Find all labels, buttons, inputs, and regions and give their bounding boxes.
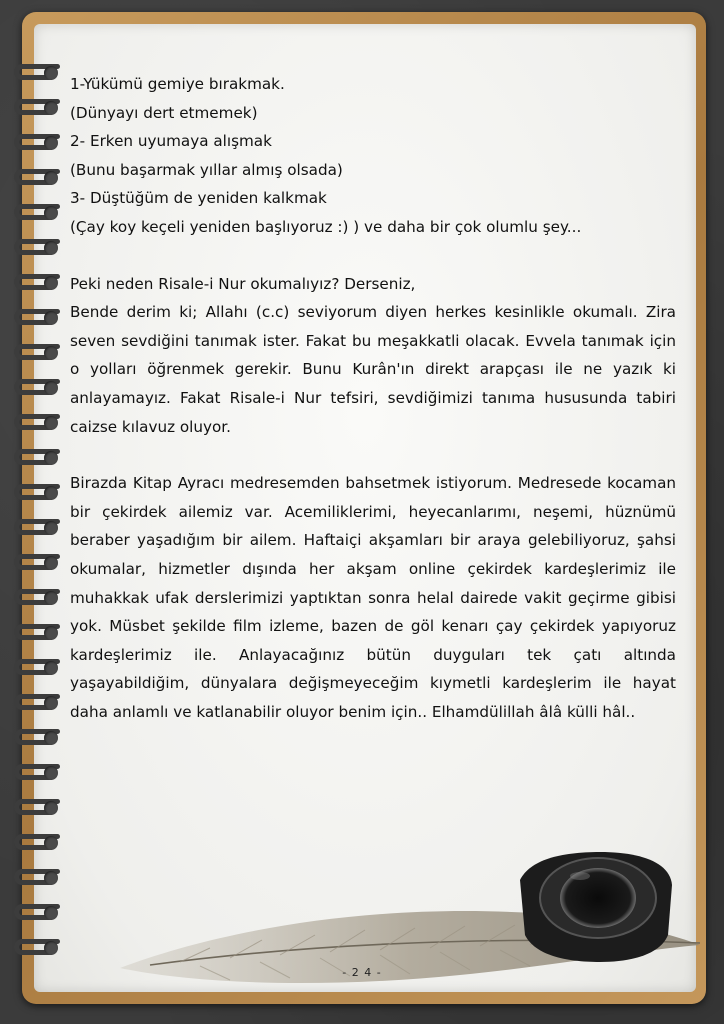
paragraph-risale: Bende derim ki; Allahı (c.c) seviyorum diyen herkes kesinlikle okumalı. Zira seven sevdiğini tanımak ister. Fakat bu meşakkatli olacak. Evvela tanımak için o yolları öğrenmek gerekir. Bunu Kurân'ın direkt arapçası ile ne yazık ki anlayamayız. Fakat Risale-i Nur tefsiri, sevdiğimizi tanıma hususunda tabiri caizse kılavuz oluyor. (70, 303, 676, 436)
page-number: - 2 4 - (342, 966, 382, 979)
list-line: (Bunu başarmak yıllar almış olsada) (70, 160, 343, 179)
list-line: 1-Yükümü gemiye bırakmak. (70, 75, 285, 93)
inkwell-icon (520, 852, 672, 962)
list-line: 2- Erken uyumaya alışmak (70, 132, 272, 151)
paragraph-medrese: Birazda Kitap Ayracı medresemden bahsetmek istiyorum. Medresede kocaman bir çekirdek ailemiz var. Acemiliklerimi, heyecanlarımı, neşemi, hüznümü beraber yaşadığım bir ailem. Haftaiçi akşamları bir araya gelebiliyoruz, şahsi okumalar, hizmetler dışında her akşam online çekirdek kardeşlerimiz ile muhakkak ufak derslerimizi yaptıktan sonra helal dairede vakit geçirme gibisi yok. Müsbet şekilde film izleme, bazen de göl kenarı çay çekirdek yapıyoruz kardeşlerimiz ile. Anlayacağınız bütün duyguları tek çatı altında yaşayabildiğim, dünyalara değişmeyeceğim kıymetli kardeşlerim ile hayat daha anlamlı ve katlanabilir oluyor benim için.. Elhamdülillah âlâ külli hâl.. (70, 474, 676, 721)
list-line: 3- Düştüğüm de yeniden kalkmak (70, 189, 327, 208)
paragraph-question: Peki neden Risale-i Nur okumalıyız? Derseniz, (70, 274, 416, 293)
list-line: (Çay koy keçeli yeniden başlıyoruz :) ) ve daha bir çok olumlu şey... (70, 217, 582, 236)
list-line: (Dünyayı dert etmemek) (70, 103, 258, 122)
